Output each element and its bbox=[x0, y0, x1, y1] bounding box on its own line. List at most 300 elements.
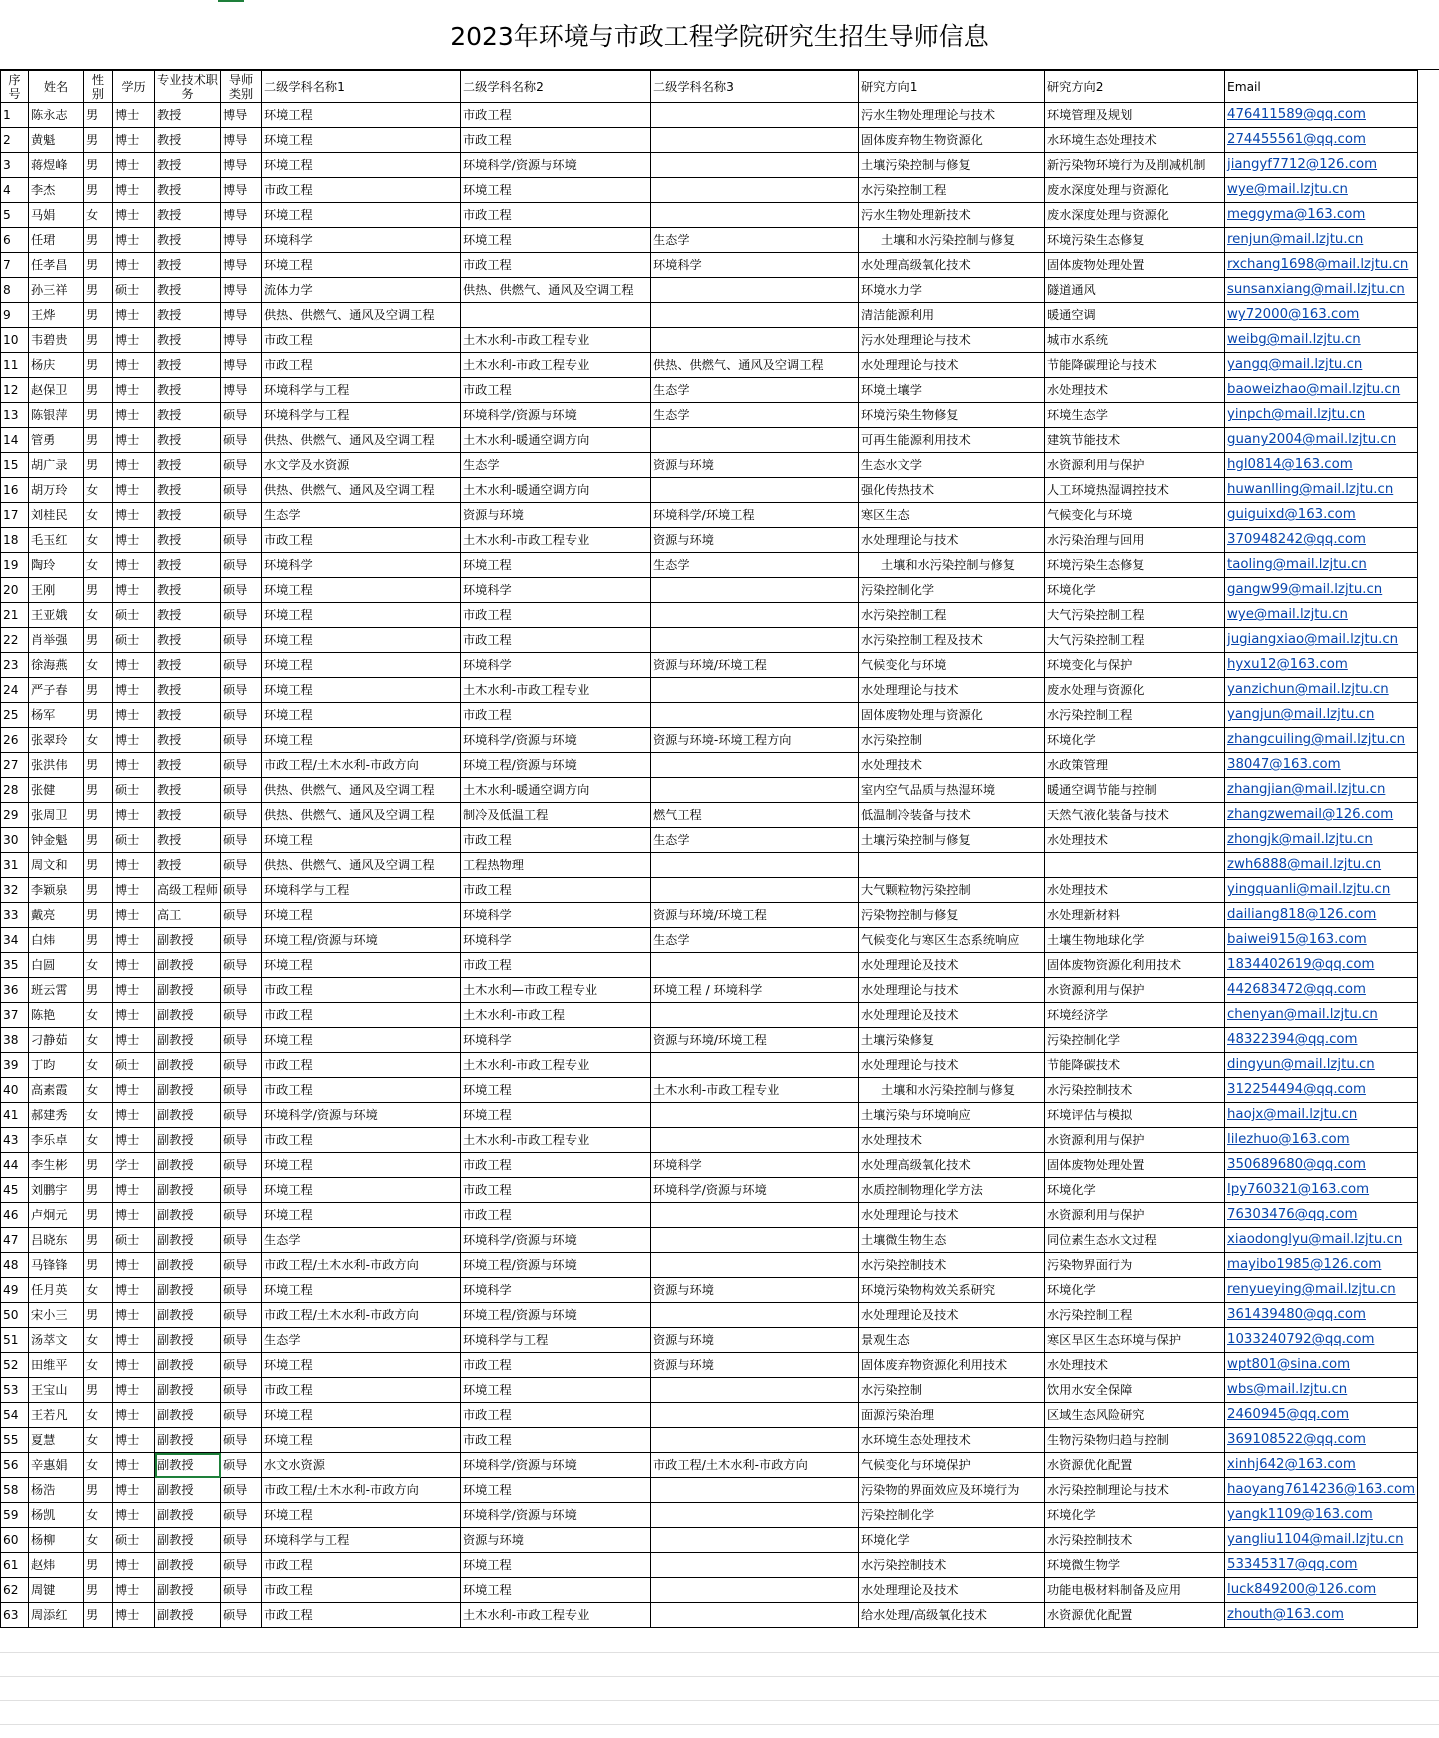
cell-row-number[interactable]: 13 bbox=[1, 403, 29, 428]
cell-discipline-1[interactable]: 市政工程 bbox=[262, 978, 461, 1003]
cell-discipline-1[interactable]: 市政工程 bbox=[262, 1053, 461, 1078]
cell-discipline-2[interactable]: 环境科学/资源与环境 bbox=[461, 1228, 651, 1253]
cell-research-2[interactable]: 气候变化与环境 bbox=[1045, 503, 1225, 528]
cell-research-1[interactable]: 室内空气品质与热湿环境 bbox=[859, 778, 1045, 803]
cell-research-1[interactable]: 环境污染生物修复 bbox=[859, 403, 1045, 428]
cell-gender[interactable]: 男 bbox=[84, 703, 113, 728]
cell-advisor-type[interactable]: 硕导 bbox=[221, 1478, 262, 1503]
cell-discipline-3[interactable] bbox=[651, 753, 859, 778]
cell-degree[interactable]: 博士 bbox=[113, 328, 155, 353]
cell-title[interactable]: 副教授 bbox=[155, 1403, 221, 1428]
cell-discipline-2[interactable]: 市政工程 bbox=[461, 1428, 651, 1453]
cell-email[interactable]: 476411589@qq.com bbox=[1225, 103, 1418, 128]
cell-email[interactable]: yangjun@mail.lzjtu.cn bbox=[1225, 703, 1418, 728]
cell-row-number[interactable]: 41 bbox=[1, 1103, 29, 1128]
header-research-1[interactable]: 研究方向1 bbox=[859, 71, 1045, 103]
cell-row-number[interactable]: 36 bbox=[1, 978, 29, 1003]
cell-research-2[interactable]: 节能降碳理论与技术 bbox=[1045, 353, 1225, 378]
cell-research-1[interactable]: 可再生能源利用技术 bbox=[859, 428, 1045, 453]
cell-discipline-2[interactable]: 环境工程 bbox=[461, 1578, 651, 1603]
cell-research-1[interactable]: 固体废弃物生物资源化 bbox=[859, 128, 1045, 153]
cell-discipline-2[interactable]: 土木水利-市政工程专业 bbox=[461, 328, 651, 353]
cell-discipline-2[interactable]: 环境科学/资源与环境 bbox=[461, 1453, 651, 1478]
cell-discipline-1[interactable]: 环境工程 bbox=[262, 828, 461, 853]
cell-email[interactable]: guiguixd@163.com bbox=[1225, 503, 1418, 528]
cell-email[interactable]: 369108522@qq.com bbox=[1225, 1428, 1418, 1453]
cell-discipline-3[interactable] bbox=[651, 703, 859, 728]
cell-name[interactable]: 毛玉红 bbox=[29, 528, 84, 553]
cell-degree[interactable]: 博士 bbox=[113, 1278, 155, 1303]
cell-discipline-1[interactable]: 环境工程 bbox=[262, 203, 461, 228]
cell-degree[interactable]: 博士 bbox=[113, 403, 155, 428]
cell-discipline-3[interactable]: 环境科学 bbox=[651, 1153, 859, 1178]
cell-title[interactable]: 教授 bbox=[155, 378, 221, 403]
cell-discipline-3[interactable] bbox=[651, 1303, 859, 1328]
cell-degree[interactable]: 博士 bbox=[113, 1353, 155, 1378]
cell-research-2[interactable]: 固体废物处理处置 bbox=[1045, 1153, 1225, 1178]
cell-research-2[interactable]: 废水处理与资源化 bbox=[1045, 678, 1225, 703]
cell-title[interactable]: 副教授 bbox=[155, 1128, 221, 1153]
cell-advisor-type[interactable]: 博导 bbox=[221, 203, 262, 228]
cell-discipline-3[interactable]: 资源与环境 bbox=[651, 1353, 859, 1378]
cell-discipline-1[interactable]: 环境工程 bbox=[262, 728, 461, 753]
cell-research-1[interactable]: 低温制冷装备与技术 bbox=[859, 803, 1045, 828]
cell-discipline-2[interactable]: 土木水利-市政工程专业 bbox=[461, 1053, 651, 1078]
cell-row-number[interactable]: 18 bbox=[1, 528, 29, 553]
cell-research-1[interactable]: 水处理理论与技术 bbox=[859, 1203, 1045, 1228]
cell-title[interactable]: 副教授 bbox=[155, 978, 221, 1003]
cell-title[interactable]: 教授 bbox=[155, 803, 221, 828]
cell-gender[interactable]: 男 bbox=[84, 878, 113, 903]
cell-discipline-2[interactable]: 市政工程 bbox=[461, 1203, 651, 1228]
cell-gender[interactable]: 男 bbox=[84, 178, 113, 203]
cell-research-1[interactable]: 水处理理论与技术 bbox=[859, 1053, 1045, 1078]
cell-advisor-type[interactable]: 硕导 bbox=[221, 1378, 262, 1403]
cell-row-number[interactable]: 5 bbox=[1, 203, 29, 228]
cell-gender[interactable]: 男 bbox=[84, 428, 113, 453]
cell-research-1[interactable] bbox=[859, 853, 1045, 878]
cell-discipline-3[interactable] bbox=[651, 128, 859, 153]
cell-title[interactable]: 教授 bbox=[155, 353, 221, 378]
cell-title[interactable]: 教授 bbox=[155, 228, 221, 253]
cell-discipline-1[interactable]: 环境工程 bbox=[262, 1028, 461, 1053]
cell-row-number[interactable]: 38 bbox=[1, 1028, 29, 1053]
cell-advisor-type[interactable]: 硕导 bbox=[221, 1403, 262, 1428]
cell-row-number[interactable]: 59 bbox=[1, 1503, 29, 1528]
cell-discipline-2[interactable]: 市政工程 bbox=[461, 1178, 651, 1203]
cell-title[interactable]: 教授 bbox=[155, 328, 221, 353]
cell-research-2[interactable]: 同位素生态水文过程 bbox=[1045, 1228, 1225, 1253]
cell-name[interactable]: 徐海燕 bbox=[29, 653, 84, 678]
cell-research-2[interactable]: 环境污染生态修复 bbox=[1045, 553, 1225, 578]
cell-email[interactable]: baiwei915@163.com bbox=[1225, 928, 1418, 953]
cell-email[interactable]: yangq@mail.lzjtu.cn bbox=[1225, 353, 1418, 378]
cell-title[interactable]: 教授 bbox=[155, 778, 221, 803]
cell-discipline-3[interactable]: 生态学 bbox=[651, 403, 859, 428]
cell-name[interactable]: 蒋煜峰 bbox=[29, 153, 84, 178]
cell-degree[interactable]: 博士 bbox=[113, 1103, 155, 1128]
cell-research-2[interactable]: 环境化学 bbox=[1045, 1178, 1225, 1203]
cell-gender[interactable]: 男 bbox=[84, 628, 113, 653]
cell-name[interactable]: 白圆 bbox=[29, 953, 84, 978]
cell-advisor-type[interactable]: 硕导 bbox=[221, 1228, 262, 1253]
cell-email[interactable]: 76303476@qq.com bbox=[1225, 1203, 1418, 1228]
cell-research-2[interactable]: 废水深度处理与资源化 bbox=[1045, 178, 1225, 203]
cell-discipline-3[interactable] bbox=[651, 1503, 859, 1528]
cell-research-1[interactable]: 水污染控制工程 bbox=[859, 603, 1045, 628]
cell-gender[interactable]: 女 bbox=[84, 603, 113, 628]
cell-name[interactable]: 丁昀 bbox=[29, 1053, 84, 1078]
cell-row-number[interactable]: 31 bbox=[1, 853, 29, 878]
cell-discipline-1[interactable]: 环境工程 bbox=[262, 128, 461, 153]
cell-discipline-2[interactable]: 资源与环境 bbox=[461, 503, 651, 528]
cell-degree[interactable]: 博士 bbox=[113, 103, 155, 128]
cell-title[interactable]: 副教授 bbox=[155, 1353, 221, 1378]
cell-discipline-2[interactable]: 环境科学与工程 bbox=[461, 1328, 651, 1353]
cell-degree[interactable]: 博士 bbox=[113, 478, 155, 503]
cell-discipline-3[interactable]: 生态学 bbox=[651, 228, 859, 253]
cell-discipline-3[interactable] bbox=[651, 853, 859, 878]
cell-row-number[interactable]: 15 bbox=[1, 453, 29, 478]
cell-research-1[interactable]: 水处理高级氧化技术 bbox=[859, 253, 1045, 278]
cell-row-number[interactable]: 62 bbox=[1, 1578, 29, 1603]
cell-gender[interactable]: 男 bbox=[84, 1303, 113, 1328]
cell-research-2[interactable]: 建筑节能技术 bbox=[1045, 428, 1225, 453]
cell-row-number[interactable]: 53 bbox=[1, 1378, 29, 1403]
cell-name[interactable]: 钟金魁 bbox=[29, 828, 84, 853]
cell-degree[interactable]: 博士 bbox=[113, 578, 155, 603]
cell-email[interactable]: lilezhuo@163.com bbox=[1225, 1128, 1418, 1153]
cell-title[interactable]: 教授 bbox=[155, 828, 221, 853]
cell-degree[interactable]: 博士 bbox=[113, 653, 155, 678]
cell-name[interactable]: 郝建秀 bbox=[29, 1103, 84, 1128]
cell-discipline-1[interactable]: 市政工程 bbox=[262, 1553, 461, 1578]
cell-advisor-type[interactable]: 硕导 bbox=[221, 1503, 262, 1528]
cell-discipline-3[interactable] bbox=[651, 478, 859, 503]
cell-name[interactable]: 杨军 bbox=[29, 703, 84, 728]
cell-discipline-3[interactable] bbox=[651, 1603, 859, 1628]
cell-research-1[interactable]: 水处理理论及技术 bbox=[859, 953, 1045, 978]
cell-email[interactable]: 370948242@qq.com bbox=[1225, 528, 1418, 553]
cell-row-number[interactable]: 46 bbox=[1, 1203, 29, 1228]
cell-degree[interactable]: 硕士 bbox=[113, 778, 155, 803]
cell-degree[interactable]: 博士 bbox=[113, 1403, 155, 1428]
cell-degree[interactable]: 博士 bbox=[113, 853, 155, 878]
cell-research-1[interactable]: 环境污染物构效关系研究 bbox=[859, 1278, 1045, 1303]
cell-research-2[interactable]: 水污染控制技术 bbox=[1045, 1078, 1225, 1103]
cell-degree[interactable]: 博士 bbox=[113, 1178, 155, 1203]
cell-discipline-1[interactable]: 环境工程/资源与环境 bbox=[262, 928, 461, 953]
cell-name[interactable]: 李生彬 bbox=[29, 1153, 84, 1178]
cell-title[interactable]: 教授 bbox=[155, 428, 221, 453]
cell-advisor-type[interactable]: 硕导 bbox=[221, 1003, 262, 1028]
cell-gender[interactable]: 女 bbox=[84, 553, 113, 578]
cell-degree[interactable]: 博士 bbox=[113, 1553, 155, 1578]
cell-discipline-1[interactable]: 环境科学与工程 bbox=[262, 403, 461, 428]
cell-discipline-3[interactable] bbox=[651, 1053, 859, 1078]
cell-discipline-1[interactable]: 环境工程 bbox=[262, 578, 461, 603]
cell-research-1[interactable]: 环境土壤学 bbox=[859, 378, 1045, 403]
cell-degree[interactable]: 博士 bbox=[113, 378, 155, 403]
cell-degree[interactable]: 博士 bbox=[113, 1478, 155, 1503]
cell-research-1[interactable]: 水污染控制工程 bbox=[859, 178, 1045, 203]
cell-discipline-1[interactable]: 环境科学 bbox=[262, 553, 461, 578]
cell-degree[interactable]: 博士 bbox=[113, 728, 155, 753]
cell-advisor-type[interactable]: 博导 bbox=[221, 303, 262, 328]
cell-discipline-1[interactable]: 水文学及水资源 bbox=[262, 453, 461, 478]
cell-title[interactable]: 副教授 bbox=[155, 1528, 221, 1553]
cell-research-2[interactable]: 环境管理及规划 bbox=[1045, 103, 1225, 128]
cell-email[interactable]: gangw99@mail.lzjtu.cn bbox=[1225, 578, 1418, 603]
cell-degree[interactable]: 博士 bbox=[113, 703, 155, 728]
cell-research-1[interactable]: 面源污染治理 bbox=[859, 1403, 1045, 1428]
header-discipline-2[interactable]: 二级学科名称2 bbox=[461, 71, 651, 103]
cell-research-1[interactable]: 土壤污染与环境响应 bbox=[859, 1103, 1045, 1128]
cell-discipline-2[interactable]: 环境工程 bbox=[461, 553, 651, 578]
cell-research-2[interactable]: 水资源优化配置 bbox=[1045, 1453, 1225, 1478]
cell-research-2[interactable]: 水处理技术 bbox=[1045, 1353, 1225, 1378]
cell-title[interactable]: 副教授 bbox=[155, 1003, 221, 1028]
cell-name[interactable]: 李颖泉 bbox=[29, 878, 84, 903]
cell-gender[interactable]: 男 bbox=[84, 978, 113, 1003]
cell-row-number[interactable]: 63 bbox=[1, 1603, 29, 1628]
cell-gender[interactable]: 男 bbox=[84, 328, 113, 353]
cell-row-number[interactable]: 2 bbox=[1, 128, 29, 153]
cell-degree[interactable]: 博士 bbox=[113, 953, 155, 978]
cell-discipline-1[interactable]: 环境工程 bbox=[262, 678, 461, 703]
cell-name[interactable]: 陈永志 bbox=[29, 103, 84, 128]
cell-discipline-1[interactable]: 供热、供燃气、通风及空调工程 bbox=[262, 778, 461, 803]
cell-email[interactable]: zhangcuiling@mail.lzjtu.cn bbox=[1225, 728, 1418, 753]
cell-discipline-3[interactable] bbox=[651, 153, 859, 178]
cell-email[interactable]: jugiangxiao@mail.lzjtu.cn bbox=[1225, 628, 1418, 653]
cell-discipline-3[interactable]: 环境科学/资源与环境 bbox=[651, 1178, 859, 1203]
cell-discipline-2[interactable] bbox=[461, 303, 651, 328]
cell-gender[interactable]: 男 bbox=[84, 378, 113, 403]
cell-research-1[interactable]: 环境水力学 bbox=[859, 278, 1045, 303]
cell-gender[interactable]: 男 bbox=[84, 128, 113, 153]
cell-title[interactable]: 教授 bbox=[155, 553, 221, 578]
cell-advisor-type[interactable]: 硕导 bbox=[221, 1278, 262, 1303]
cell-email[interactable]: baoweizhao@mail.lzjtu.cn bbox=[1225, 378, 1418, 403]
cell-row-number[interactable]: 3 bbox=[1, 153, 29, 178]
cell-advisor-type[interactable]: 硕导 bbox=[221, 903, 262, 928]
cell-gender[interactable]: 女 bbox=[84, 478, 113, 503]
cell-research-1[interactable]: 生态水文学 bbox=[859, 453, 1045, 478]
cell-degree[interactable]: 博士 bbox=[113, 553, 155, 578]
cell-degree[interactable]: 博士 bbox=[113, 1203, 155, 1228]
cell-discipline-2[interactable]: 土木水利-市政工程专业 bbox=[461, 1128, 651, 1153]
cell-discipline-3[interactable]: 燃气工程 bbox=[651, 803, 859, 828]
cell-gender[interactable]: 女 bbox=[84, 1428, 113, 1453]
cell-gender[interactable]: 女 bbox=[84, 1103, 113, 1128]
cell-advisor-type[interactable]: 硕导 bbox=[221, 628, 262, 653]
cell-name[interactable]: 张周卫 bbox=[29, 803, 84, 828]
cell-degree[interactable]: 博士 bbox=[113, 753, 155, 778]
cell-research-2[interactable]: 固体废物处理处置 bbox=[1045, 253, 1225, 278]
cell-discipline-3[interactable]: 环境科学 bbox=[651, 253, 859, 278]
cell-discipline-3[interactable] bbox=[651, 178, 859, 203]
cell-discipline-1[interactable]: 市政工程/土木水利-市政方向 bbox=[262, 1253, 461, 1278]
cell-email[interactable]: chenyan@mail.lzjtu.cn bbox=[1225, 1003, 1418, 1028]
cell-research-1[interactable]: 清洁能源利用 bbox=[859, 303, 1045, 328]
cell-discipline-1[interactable]: 供热、供燃气、通风及空调工程 bbox=[262, 803, 461, 828]
cell-title[interactable]: 教授 bbox=[155, 478, 221, 503]
cell-gender[interactable]: 女 bbox=[84, 528, 113, 553]
cell-discipline-3[interactable] bbox=[651, 578, 859, 603]
cell-advisor-type[interactable]: 博导 bbox=[221, 128, 262, 153]
cell-name[interactable]: 黄魁 bbox=[29, 128, 84, 153]
cell-discipline-1[interactable]: 环境工程 bbox=[262, 628, 461, 653]
cell-name[interactable]: 王刚 bbox=[29, 578, 84, 603]
cell-name[interactable]: 陈银萍 bbox=[29, 403, 84, 428]
cell-discipline-1[interactable]: 市政工程 bbox=[262, 1603, 461, 1628]
cell-email[interactable]: taoling@mail.lzjtu.cn bbox=[1225, 553, 1418, 578]
cell-email[interactable]: rxchang1698@mail.lzjtu.cn bbox=[1225, 253, 1418, 278]
cell-discipline-2[interactable]: 土木水利-市政工程专业 bbox=[461, 528, 651, 553]
cell-discipline-3[interactable]: 土木水利-市政工程专业 bbox=[651, 1078, 859, 1103]
cell-title[interactable]: 教授 bbox=[155, 628, 221, 653]
cell-discipline-2[interactable]: 市政工程 bbox=[461, 203, 651, 228]
cell-gender[interactable]: 男 bbox=[84, 1578, 113, 1603]
cell-title[interactable]: 高级工程师 bbox=[155, 878, 221, 903]
cell-row-number[interactable]: 48 bbox=[1, 1253, 29, 1278]
cell-name[interactable]: 韦碧贵 bbox=[29, 328, 84, 353]
cell-row-number[interactable]: 4 bbox=[1, 178, 29, 203]
cell-discipline-2[interactable]: 环境工程/资源与环境 bbox=[461, 1253, 651, 1278]
cell-advisor-type[interactable]: 硕导 bbox=[221, 928, 262, 953]
cell-name[interactable]: 刁静茹 bbox=[29, 1028, 84, 1053]
cell-row-number[interactable]: 20 bbox=[1, 578, 29, 603]
cell-discipline-3[interactable]: 资源与环境 bbox=[651, 1278, 859, 1303]
cell-degree[interactable]: 博士 bbox=[113, 1378, 155, 1403]
cell-research-1[interactable]: 水污染控制 bbox=[859, 728, 1045, 753]
cell-title[interactable]: 教授 bbox=[155, 453, 221, 478]
cell-discipline-3[interactable]: 资源与环境/环境工程 bbox=[651, 1028, 859, 1053]
cell-discipline-1[interactable]: 市政工程/土木水利-市政方向 bbox=[262, 1303, 461, 1328]
cell-discipline-2[interactable]: 环境工程 bbox=[461, 1378, 651, 1403]
cell-discipline-2[interactable]: 土木水利-市政工程专业 bbox=[461, 353, 651, 378]
cell-gender[interactable]: 女 bbox=[84, 1403, 113, 1428]
cell-research-1[interactable]: 土壤污染修复 bbox=[859, 1028, 1045, 1053]
cell-advisor-type[interactable]: 硕导 bbox=[221, 1578, 262, 1603]
cell-name[interactable]: 汤萃文 bbox=[29, 1328, 84, 1353]
cell-email[interactable]: haojx@mail.lzjtu.cn bbox=[1225, 1103, 1418, 1128]
cell-advisor-type[interactable]: 硕导 bbox=[221, 478, 262, 503]
cell-gender[interactable]: 男 bbox=[84, 753, 113, 778]
cell-name[interactable]: 戴亮 bbox=[29, 903, 84, 928]
cell-research-1[interactable]: 气候变化与寒区生态系统响应 bbox=[859, 928, 1045, 953]
cell-degree[interactable]: 学士 bbox=[113, 1153, 155, 1178]
cell-advisor-type[interactable]: 硕导 bbox=[221, 1303, 262, 1328]
cell-discipline-2[interactable]: 环境工程 bbox=[461, 1478, 651, 1503]
cell-advisor-type[interactable]: 硕导 bbox=[221, 428, 262, 453]
cell-research-2[interactable]: 水污染控制技术 bbox=[1045, 1528, 1225, 1553]
cell-gender[interactable]: 女 bbox=[84, 653, 113, 678]
cell-degree[interactable]: 博士 bbox=[113, 528, 155, 553]
cell-title[interactable]: 教授 bbox=[155, 403, 221, 428]
cell-title[interactable]: 教授 bbox=[155, 128, 221, 153]
cell-degree[interactable]: 硕士 bbox=[113, 1053, 155, 1078]
cell-gender[interactable]: 男 bbox=[84, 1478, 113, 1503]
cell-advisor-type[interactable]: 硕导 bbox=[221, 703, 262, 728]
cell-research-1[interactable]: 水处理理论与技术 bbox=[859, 978, 1045, 1003]
cell-title[interactable]: 教授 bbox=[155, 853, 221, 878]
cell-research-2[interactable]: 环境变化与保护 bbox=[1045, 653, 1225, 678]
cell-research-2[interactable]: 水资源利用与保护 bbox=[1045, 453, 1225, 478]
cell-row-number[interactable]: 37 bbox=[1, 1003, 29, 1028]
cell-title[interactable]: 副教授 bbox=[155, 1303, 221, 1328]
cell-email[interactable]: mayibo1985@126.com bbox=[1225, 1253, 1418, 1278]
cell-degree[interactable]: 硕士 bbox=[113, 1228, 155, 1253]
cell-degree[interactable]: 博士 bbox=[113, 1253, 155, 1278]
cell-row-number[interactable]: 43 bbox=[1, 1128, 29, 1153]
cell-advisor-type[interactable]: 硕导 bbox=[221, 1078, 262, 1103]
cell-gender[interactable]: 男 bbox=[84, 1553, 113, 1578]
header-advisor-type[interactable]: 导师类别 bbox=[221, 71, 262, 103]
cell-row-number[interactable]: 54 bbox=[1, 1403, 29, 1428]
cell-name[interactable]: 肖举强 bbox=[29, 628, 84, 653]
cell-research-2[interactable]: 区域生态风险研究 bbox=[1045, 1403, 1225, 1428]
cell-discipline-1[interactable]: 环境科学与工程 bbox=[262, 878, 461, 903]
cell-row-number[interactable]: 21 bbox=[1, 603, 29, 628]
cell-title[interactable]: 副教授 bbox=[155, 1378, 221, 1403]
cell-discipline-3[interactable]: 资源与环境-环境工程方向 bbox=[651, 728, 859, 753]
cell-degree[interactable]: 博士 bbox=[113, 1503, 155, 1528]
cell-advisor-type[interactable]: 博导 bbox=[221, 178, 262, 203]
cell-row-number[interactable]: 6 bbox=[1, 228, 29, 253]
cell-row-number[interactable]: 23 bbox=[1, 653, 29, 678]
cell-title[interactable]: 副教授 bbox=[155, 1278, 221, 1303]
cell-discipline-2[interactable]: 环境科学 bbox=[461, 1278, 651, 1303]
cell-gender[interactable]: 女 bbox=[84, 1053, 113, 1078]
cell-research-2[interactable]: 环境微生物学 bbox=[1045, 1553, 1225, 1578]
cell-discipline-2[interactable]: 市政工程 bbox=[461, 603, 651, 628]
cell-research-2[interactable]: 人工环境热湿调控技术 bbox=[1045, 478, 1225, 503]
cell-advisor-type[interactable]: 硕导 bbox=[221, 403, 262, 428]
cell-research-2[interactable]: 隧道通风 bbox=[1045, 278, 1225, 303]
cell-discipline-1[interactable]: 环境工程 bbox=[262, 253, 461, 278]
cell-degree[interactable]: 博士 bbox=[113, 203, 155, 228]
cell-degree[interactable]: 博士 bbox=[113, 903, 155, 928]
cell-research-2[interactable]: 水处理技术 bbox=[1045, 828, 1225, 853]
cell-advisor-type[interactable]: 硕导 bbox=[221, 528, 262, 553]
cell-research-1[interactable]: 水质控制物理化学方法 bbox=[859, 1178, 1045, 1203]
cell-advisor-type[interactable]: 硕导 bbox=[221, 653, 262, 678]
cell-title[interactable]: 副教授 bbox=[155, 1203, 221, 1228]
cell-research-2[interactable]: 污染控制化学 bbox=[1045, 1028, 1225, 1053]
cell-discipline-2[interactable]: 市政工程 bbox=[461, 703, 651, 728]
cell-discipline-3[interactable] bbox=[651, 603, 859, 628]
cell-name[interactable]: 班云霄 bbox=[29, 978, 84, 1003]
cell-name[interactable]: 王若凡 bbox=[29, 1403, 84, 1428]
cell-email[interactable]: zhangzwemail@126.com bbox=[1225, 803, 1418, 828]
cell-email[interactable]: yingquanli@mail.lzjtu.cn bbox=[1225, 878, 1418, 903]
cell-discipline-3[interactable] bbox=[651, 628, 859, 653]
cell-gender[interactable]: 女 bbox=[84, 1453, 113, 1478]
cell-email[interactable]: dailiang818@126.com bbox=[1225, 903, 1418, 928]
cell-email[interactable]: renyueying@mail.lzjtu.cn bbox=[1225, 1278, 1418, 1303]
cell-email[interactable]: huwanlling@mail.lzjtu.cn bbox=[1225, 478, 1418, 503]
cell-research-2[interactable]: 环境污染生态修复 bbox=[1045, 228, 1225, 253]
cell-degree[interactable]: 博士 bbox=[113, 453, 155, 478]
cell-degree[interactable]: 博士 bbox=[113, 1003, 155, 1028]
cell-research-1[interactable]: 环境化学 bbox=[859, 1528, 1045, 1553]
cell-discipline-2[interactable]: 市政工程 bbox=[461, 103, 651, 128]
cell-title[interactable]: 副教授 bbox=[155, 1153, 221, 1178]
cell-degree[interactable]: 博士 bbox=[113, 153, 155, 178]
cell-advisor-type[interactable]: 硕导 bbox=[221, 1203, 262, 1228]
